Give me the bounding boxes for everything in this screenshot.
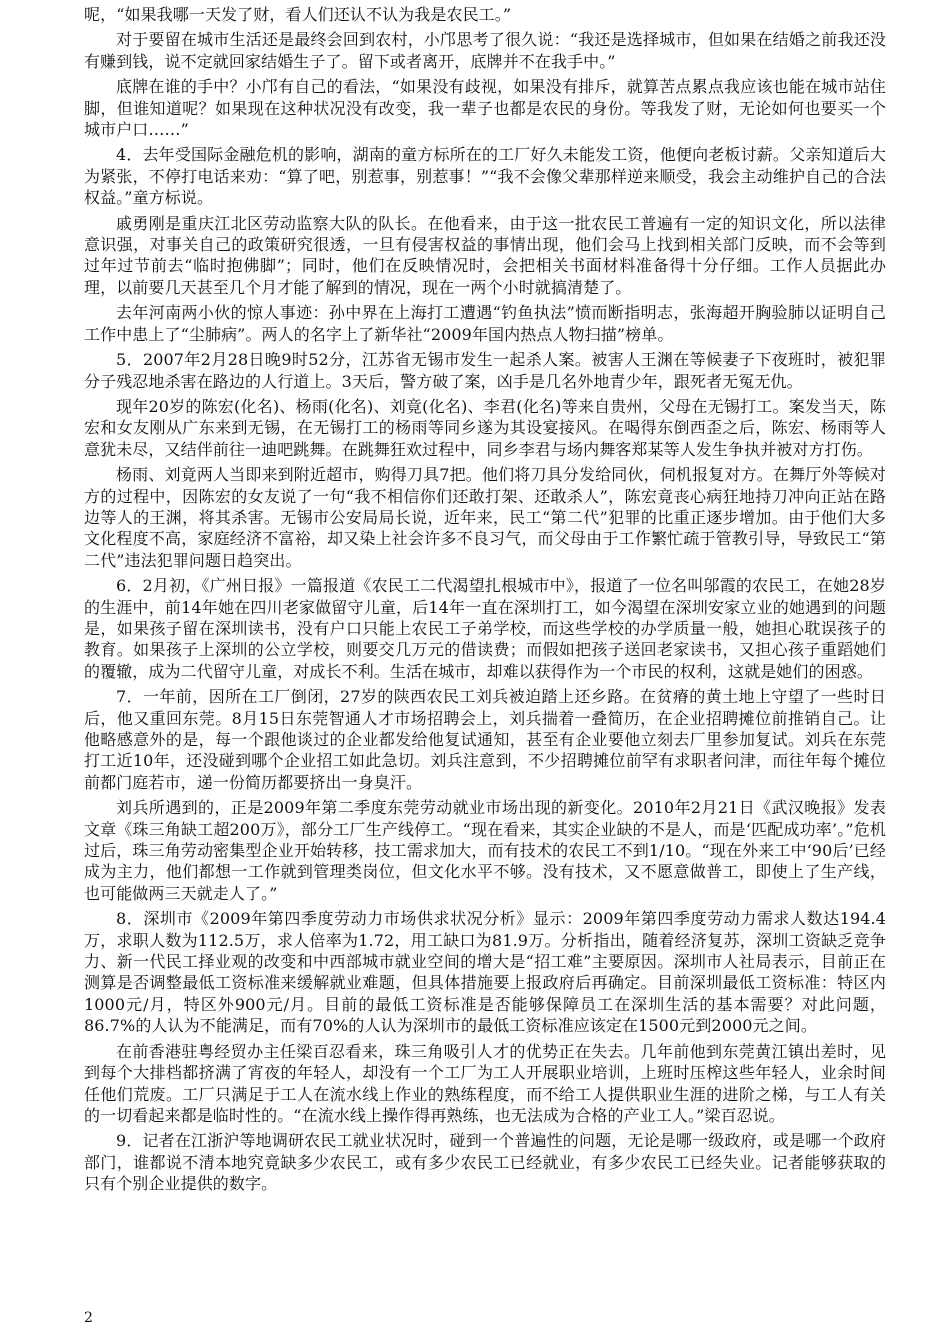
paragraph-continuation: 呢，“如果我哪一天发了财，看人们还认不认为我是农民工。” (84, 5, 512, 24)
paragraph: 底牌在谁的手中？小邝有自己的看法，“如果没有歧视，如果没有排斥，就算苦点累点我应该也能在城市站住脚，但谁知道呢？如果现在这种状况没有改变，我一辈子也都是农民的身份。等我发了财，无论如何也要买一个城市户口……” (84, 77, 886, 140)
paragraph: 杨雨、刘竟两人当即来到附近超市，购得刀具7把。他们将刀具分发给同伙，伺机报复对方。在舞厅外等候对方的过程中，因陈宏的女友说了一句“我不相信你们还敢打架、还敢杀人”，陈宏竟丧心病狂地持刀冲向正站在路边等人的王渊，将其杀害。无锡市公安局局长说，近年来，民工“第二代”犯罪的比重正逐步增加。由于他们大多文化程度不高，家庭经济不富裕，却又染上社会许多不良习气，而父母由于工作繁忙疏于管教引导，导致民工“第二代”违法犯罪问题日趋突出。 (84, 465, 886, 570)
paragraph: 现年20岁的陈宏(化名)、杨雨(化名)、刘竟(化名)、李君(化名)等来自贵州，父母在无锡打工。案发当天，陈宏和女友刚从广东来到无锡，在无锡打工的杨雨等同乡遂为其设宴接风。在喝得东倒西歪之后，陈宏、杨雨等人意犹未尽，又结伴前往一迪吧跳舞。在跳舞狂欢过程中，同乡李君与场内舞客郑某等人发生争执并被对方打伤。 (84, 396, 886, 459)
paragraph-item-8: 8．深圳市《2009年第四季度劳动力市场供求状况分析》显示：2009年第四季度劳动力需求人数达194.4万，求职人数为112.5万，求人倍率为1.72，用工缺口为81.9万。分析指出，随着经济复苏，深圳工资缺乏竞争力、新一代民工择业观的改变和中西部城市就业空间的增大是“招工难”主要原因。深圳市人社局表示，目前正在测算是否调整最低工资标准来缓解就业难题，但具体措施要上报政府后再确定。目前深圳最低工资标准：特区内1000元/月，特区外900元/月。目前的最低工资标准是否能够保障员工在深圳生活的基本需要？对此问题，86.7%的人认为不能满足，而有70%的人认为深圳市的最低工资标准应该定在1500元到2000元之间。 (84, 909, 886, 1036)
paragraph-item-7: 7．一年前，因所在工厂倒闭，27岁的陕西农民工刘兵被迫踏上还乡路。在贫瘠的黄土地上守望了一些时日后，他又重回东莞。8月15日东莞智通人才市场招聘会上，刘兵揣着一叠简历，在企业招聘摊位前推销自己。让他略感意外的是，每一个跟他谈过的企业都发给他复试通知，甚至有企业要他立刻去厂里参加复试。刘兵在东莞打工近10年，还没碰到哪个企业招工如此急切。刘兵注意到，不少招聘摊位前罕有求职者问津，而往年每个摊位前都门庭若市，递一份简历都要挤出一身臭汗。 (84, 687, 886, 792)
paragraph-item-6: 6．2月初，《广州日报》一篇报道《农民工二代渴望扎根城市中》，报道了一位名叫邬霞的农民工，在她28岁的生涯中，前14年她在四川老家做留守儿童，后14年一直在深圳打工，如今渴望在深圳安家立业的她遇到的问题是，如果孩子留在深圳读书，没有户口只能上农民工子弟学校，而这些学校的办学质量一般，她担心耽误孩子的教育。如果孩子上深圳的公立学校，则要交几万元的借读费；而假如把孩子送回老家读书，又担心孩子重蹈她们的覆辙，成为二代留守儿童，对成长不利。生活在城市，却难以获得作为一个市民的权利，这就是她们的困惑。 (84, 576, 886, 681)
page-number: 2 (84, 1310, 93, 1326)
paragraph-item-9: 9．记者在江浙沪等地调研农民工就业状况时，碰到一个普遍性的问题，无论是哪一级政府，或是哪一个政府部门，谁都说不清本地究竟缺多少农民工，或有多少农民工已经就业，有多少农民工已经失业。记者能够获取的只有个别企业提供的数字。 (84, 1131, 886, 1194)
document-page (84, 4, 886, 1199)
paragraph: 刘兵所遇到的，正是2009年第二季度东莞劳动就业市场出现的新变化。2010年2月21日《武汉晚报》发表文章《珠三角缺工超200万》，部分工厂生产线停工。“现在看来，其实企业缺的不是人，而是‘匹配成功率’。”危机过后，珠三角劳动密集型企业开始转移，技工需求加大，而有技术的农民工不到1/10。“现在外来工中‘90后’已经成为主力，他们都想一工作就到管理类岗位，但文化水平不够。没有技术，又不愿意做普工，即使上了生产线，也可能做两三天就走人了。” (84, 798, 886, 903)
paragraph: 去年河南两小伙的惊人事迹：孙中界在上海打工遭遇“钓鱼执法”愤而断指明志，张海超开胸验肺以证明自己工作中患上了“尘肺病”。两人的名字上了新华社“2009年国内热点人物扫描”榜单。 (84, 303, 886, 344)
paragraph-item-4: 4．去年受国际金融危机的影响，湖南的童方标所在的工厂好久未能发工资，他便向老板讨薪。父亲知道后大为紧张，不停打电话来劝：“算了吧，别惹事，别惹事！”“我不会像父辈那样逆来顺受，我会主动维护自己的合法权益。”童方标说。 (84, 145, 886, 208)
paragraph: 戚勇刚是重庆江北区劳动监察大队的队长。在他看来，由于这一批农民工普遍有一定的知识文化，所以法律意识强，对事关自己的政策研究很透，一旦有侵害权益的事情出现，他们会马上找到相关部门反映，而不会等到过年过节前去“临时抱佛脚”；同时，他们在反映情况时，会把相关书面材料准备得十分仔细。工作人员据此办理，以前要几天甚至几个月才能了解到的情况，现在一两个小时就搞清楚了。 (84, 213, 886, 297)
paragraph: 对于要留在城市生活还是最终会回到农村，小邝思考了很久说：“我还是选择城市，但如果在结婚之前我还没有赚到钱，说不定就回家结婚生子了。留下或者离开，底牌并不在我手中。” (84, 30, 886, 71)
paragraph-item-5: 5．2007年2月28日晚9时52分，江苏省无锡市发生一起杀人案。被害人王渊在等候妻子下夜班时，被犯罪分子残忍地杀害在路边的人行道上。3天后，警方破了案，凶手是几名外地青少年，跟死者无冤无仇。 (84, 350, 886, 391)
paragraph: 在前香港驻粤经贸办主任梁百忍看来，珠三角吸引人才的优势正在失去。几年前他到东莞黄江镇出差时，见到每个大排档都挤满了宵夜的年轻人，却没有一个工厂为工人开展职业培训，上班时压榨这些年轻人，业余时间任他们荒废。工厂只满足于工人在流水线上作业的熟练程度，而不给工人提供职业生涯的进阶之梯，与工人有关的一切看起来都是临时性的。“在流水线上操作得再熟练，也无法成为合格的产业工人。”梁百忍说。 (84, 1041, 886, 1125)
